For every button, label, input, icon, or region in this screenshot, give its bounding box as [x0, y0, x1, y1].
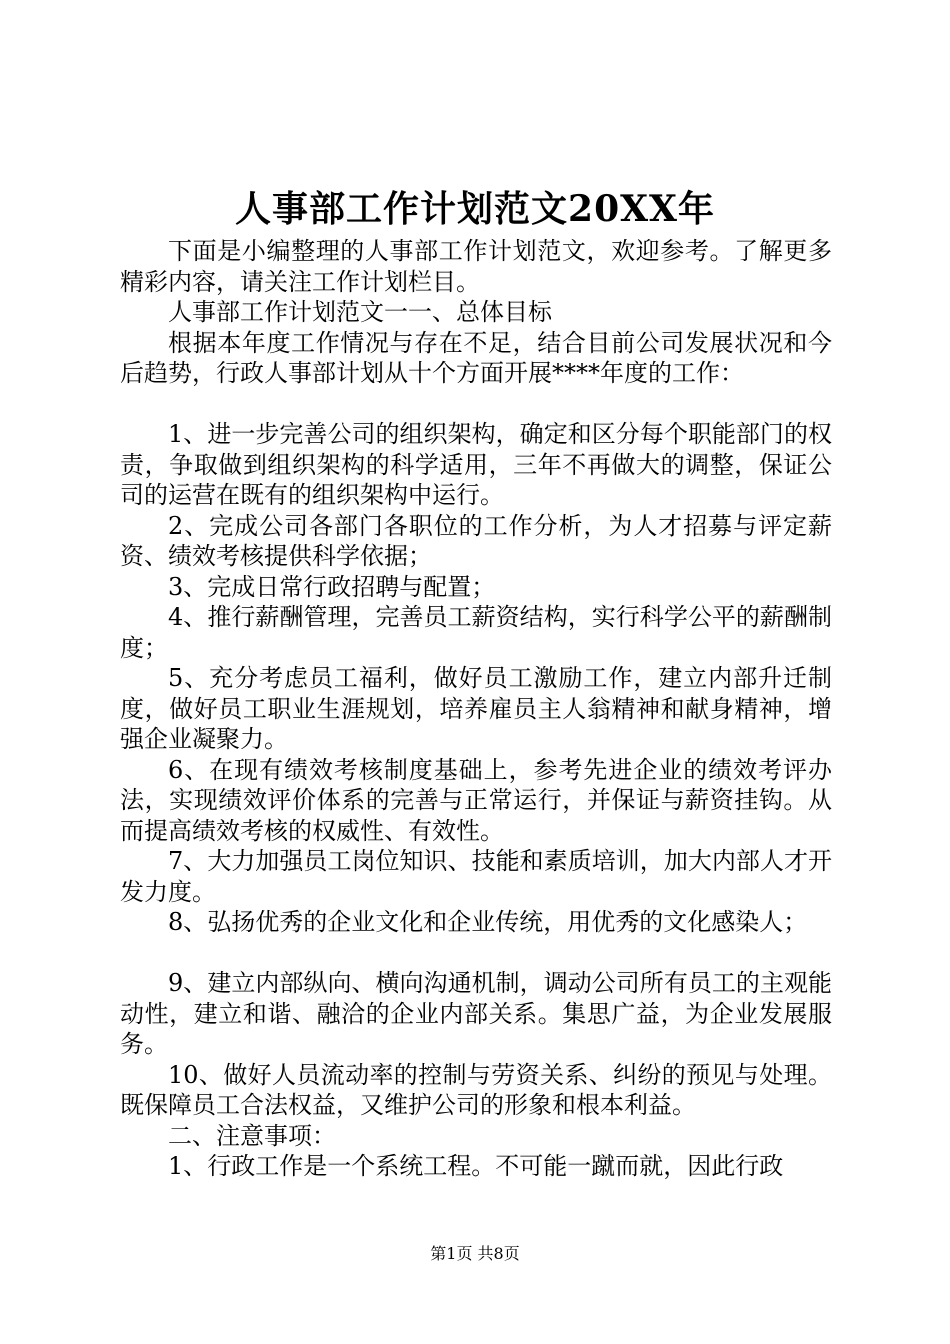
paragraph-item-1: 1、进一步完善公司的组织架构，确定和区分每个职能部门的权责，争取做到组织架构的科学适用，三年不再做大的调整，保证公司的运营在既有的组织架构中运行。	[120, 420, 832, 509]
paragraph-section-heading: 人事部工作计划范文一一、总体目标	[168, 298, 552, 326]
document-body	[120, 236, 832, 1182]
paragraph-item-5: 5、充分考虑员工福利，做好员工激励工作，建立内部升迁制度，做好员工职业生涯规划，培养雇员主人翁精神和献身精神，增强企业凝聚力。	[120, 664, 832, 753]
paragraph-item-2: 2、完成公司各部门各职位的工作分析，为人才招募与评定薪资、绩效考核提供科学依据；	[120, 511, 832, 570]
paragraph-item-7: 7、大力加强员工岗位知识、技能和素质培训，加大内部人才开发力度。	[120, 847, 832, 906]
paragraph-intro: 下面是小编整理的人事部工作计划范文，欢迎参考。了解更多精彩内容，请关注工作计划栏目。	[120, 237, 832, 296]
paragraph-gap	[120, 938, 832, 969]
paragraph-gap	[120, 389, 832, 420]
paragraph-notes-heading: 二、注意事项：	[168, 1121, 336, 1150]
paragraph-item-8: 8、弘扬优秀的企业文化和企业传统，用优秀的文化感染人；	[168, 908, 808, 936]
paragraph-item-10: 10、做好人员流动率的控制与劳资关系、纠纷的预见与处理。既保障员工合法权益，又维护公司的形象和根本利益。	[120, 1060, 832, 1119]
document-title: 人事部工作计划范文20XX年	[235, 188, 715, 230]
paragraph-item-3: 3、完成日常行政招聘与配置；	[168, 572, 496, 601]
paragraph-item-9: 9、建立内部纵向、横向沟通机制，调动公司所有员工的主观能动性，建立和谐、融洽的企业内部关系。集思广益，为企业发展服务。	[120, 969, 832, 1058]
paragraph-item-4: 4、推行薪酬管理，完善员工薪资结构，实行科学公平的薪酬制度；	[120, 603, 832, 662]
paragraph-overview: 根据本年度工作情况与存在不足，结合目前公司发展状况和今后趋势，行政人事部计划从十个方面开展****年度的工作：	[120, 328, 832, 387]
page-footer: 第1页 共8页	[430, 1244, 520, 1263]
paragraph-item-6: 6、在现有绩效考核制度基础上，参考先进企业的绩效考评办法，实现绩效评价体系的完善与正常运行，并保证与薪资挂钩。从而提高绩效考核的权威性、有效性。	[120, 755, 832, 845]
paragraph-notes-1: 1、行政工作是一个系统工程。不可能一蹴而就，因此行政	[168, 1152, 784, 1180]
